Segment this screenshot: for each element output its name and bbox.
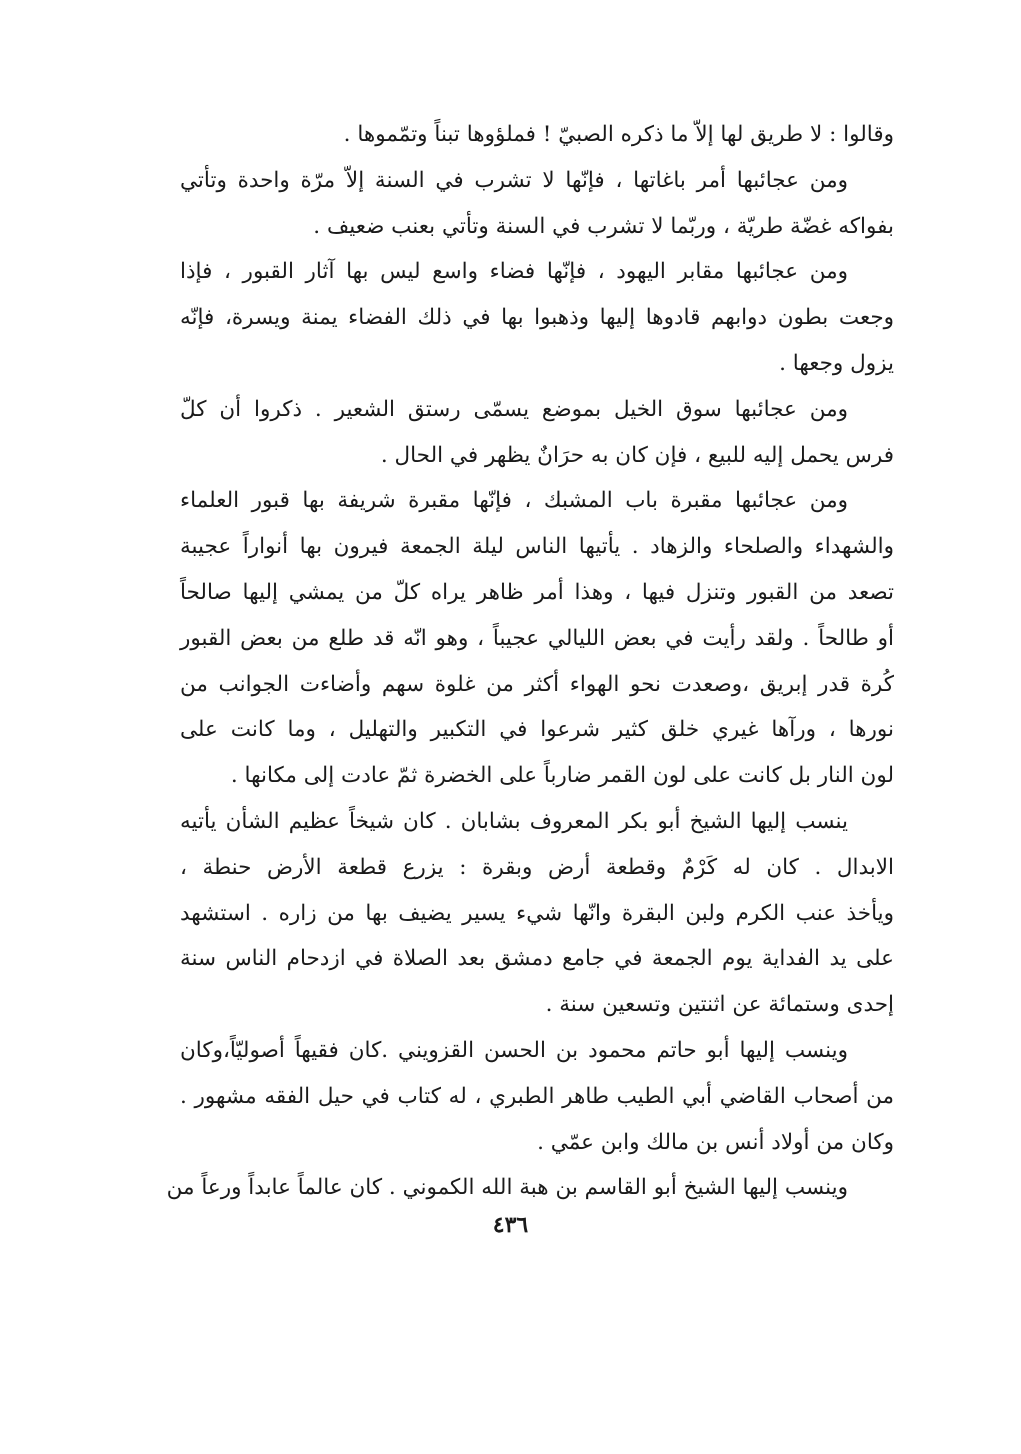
text-line: وكان من أولاد أنس بن مالك وابن عمّي . [537,1129,894,1155]
text-line: إحدى وستمائة عن اثنتين وتسعين سنة . [545,992,894,1018]
text-line: ويأخذ عنب الكرم ولبن البقرة وانّها شيء يسير يضيف بها من زاره . استشهد [180,900,894,926]
body-text [166,112,894,1211]
text-line: يزول وجعها . [779,350,894,376]
page-number: ٤٣٦ [492,1212,529,1238]
text-line: الابدال . كان له كَرْمٌ وقطعة أرض وبقرة : يزرع قطعة الأرض حنطة ، [180,854,894,880]
text-line: وقالوا : لا طريق لها إلاّ ما ذكره الصبيّ ! فملؤوها تبناً وتمّموها . [343,122,894,147]
text-line: فرس يحمل إليه للبيع ، فإن كان به حرَانٌ يظهر في الحال . [380,442,894,468]
text-line: كُرة قدر إبريق ،وصعدت نحو الهواء أكثر من غلوة سهم وأضاءت الجوانب من [180,671,894,697]
text-line: وينسب إليها الشيخ أبو القاسم بن هبة الله الكموني . كان عالماً عابداً ورعاً من [166,1175,848,1201]
text-line: لون النار بل كانت على لون القمر ضارباً على الخضرة ثمّ عادت إلى مكانها . [230,763,894,789]
text-line: وجعت بطون دوابهم قادوها إليها وذهبوا بها في ذلك الفضاء يمنة ويسرة، فإنّه [180,305,894,331]
text-line: نورها ، ورآها غيري خلق كثير شرعوا في التكبير والتهليل ، وما كانت على [180,717,894,743]
text-line: ينسب إليها الشيخ أبو بكر المعروف بشابان . كان شيخاً عظيم الشأن يأتيه [180,808,848,834]
text-line: ومن عجائبها مقابر اليهود ، فإنّها فضاء واسع ليس بها آثار القبور ، فإذا [180,259,848,285]
text-line: ومن عجائبها سوق الخيل بموضع يسمّى رستق الشعير . ذكروا أن كلّ [180,396,848,422]
text-line: على يد الفداية يوم الجمعة في جامع دمشق بعد الصلاة في ازدحام الناس سنة [180,946,894,972]
text-line: أو طالحاً . ولقد رأيت في بعض الليالي عجيباً ، وهو انّه قد طلع من بعض القبور [180,625,894,651]
text-line: ومن عجائبها أمر باغاتها ، فإنّها لا تشرب في السنة إلاّ مرّة واحدة وتأتي [180,167,848,193]
text-line: تصعد من القبور وتنزل فيها ، وهذا أمر ظاهر يراه كلّ من يمشي إليها صالحاً [180,579,894,605]
text-line: من أصحاب القاضي أبي الطيب طاهر الطبري ، له كتاب في حيل الفقه مشهور . [180,1083,894,1109]
text-line: والشهداء والصلحاء والزهاد . يأتيها الناس ليلة الجمعة فيرون بها أنواراً عجيبة [180,534,894,560]
text-line: بفواكه غضّة طريّة ، وربّما لا تشرب في السنة وتأتي بعنب ضعيف . [313,213,894,239]
text-line: وينسب إليها أبو حاتم محمود بن الحسن القزويني .كان فقيهاً أصوليّاً،وكان [180,1037,848,1063]
text-line: ومن عجائبها مقبرة باب المشبك ، فإنّها مقبرة شريفة بها قبور العلماء [180,488,848,514]
